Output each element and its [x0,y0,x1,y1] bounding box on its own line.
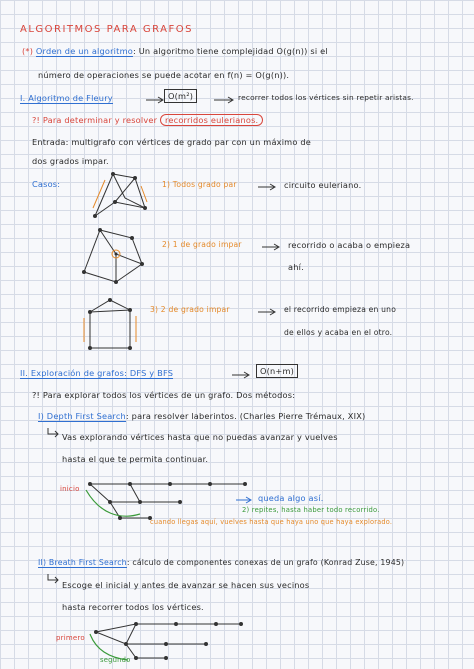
case3-graph [84,296,144,354]
case3-result-2: de ellos y acaba en el otro. [284,328,393,337]
bfs-line-2: hasta recorrer todos los vértices. [62,602,204,612]
arrow-icon [214,97,236,103]
cases-label: Casos: [32,179,61,189]
case2-result-1: recorrido o acaba o empieza [288,240,411,250]
dfs-line-2: hasta el que te permita continuar. [62,454,209,464]
case2-label: 2) 1 de grado impar [162,240,242,249]
fleury-note: recorrer todos los vértices sin repetir aristas. [238,93,414,102]
exploracion-complexity-box: O(n+m) [256,364,298,378]
arrow-icon [262,244,282,250]
fleury-purpose [32,115,263,125]
arrow-icon [236,497,254,503]
case2-result-2: ahí. [288,262,304,272]
arrow-icon [46,428,60,438]
dfs-line [38,411,365,421]
bfs-line-1: Escoge el inicial y antes de avanzar se hacen sus vecinos [62,580,310,590]
dfs-bottom-note: cuando llegas aquí, vuelves hasta que haya uno que haya explorado. [150,518,393,526]
dfs-heading: I) Depth First Search [38,411,126,421]
orden-text-1: : Un algoritmo tiene complejidad O(g(n)) si el [132,46,328,56]
dfs-repites: 2) repites, hasta haber todo recorrido. [242,506,380,514]
orden-line-1 [22,46,328,56]
arrow-icon [46,574,60,584]
dfs-inicio-label: inicio [60,485,80,493]
orden-label: Orden de un algoritmo [35,46,133,56]
case1-label: 1) Todos grado par [162,180,237,189]
arrow-icon [146,97,166,103]
case1-result: circuito euleriano. [284,180,362,190]
fleury-heading: I. Algoritmo de Fleury [20,93,113,103]
fleury-purpose-highlight: recorridos eulerianos. [160,114,263,126]
fleury-complexity-box: O(m²) [164,89,197,103]
bfs-segundo-label: segundo [100,656,131,664]
dfs-desc: : para resolver laberintos. (Charles Pierre Trémaux, XIX) [125,411,366,421]
exploracion-heading: II. Exploración de grafos: DFS y BFS [20,368,174,378]
bfs-primero-label: primero [56,634,85,642]
fleury-input-1: Entrada: multigrafo con vértices de grado par con un máximo de [32,137,312,147]
case3-label: 3) 2 de grado impar [150,305,230,314]
case2-graph [80,224,150,288]
bfs-line [38,558,404,567]
arrow-icon [258,184,278,190]
bfs-desc: : cálculo de componentes conexas de un grafo (Konrad Zuse, 1945) [126,558,405,567]
fleury-input-2: dos grados impar. [32,156,109,166]
exploracion-purpose: ?! Para explorar todos los vértices de un grafo. Dos métodos: [32,390,296,400]
dfs-line-1: Vas explorando vértices hasta que no puedas avanzar y vuelves [62,432,338,442]
case1-graph [85,168,155,224]
dfs-queda: queda algo así. [258,493,324,503]
arrow-icon [232,372,252,378]
case3-result-1: el recorrido empieza en uno [284,305,397,314]
bfs-heading: II) Breath First Search [38,558,127,567]
arrow-icon [258,309,278,315]
orden-bullet: (*) [22,46,34,56]
orden-line-2: número de operaciones se puede acotar en f(n) = O(g(n)). [38,70,290,80]
fleury-purpose-prefix: ?! Para determinar y resolver [32,115,158,125]
page-title: ALGORITMOS PARA GRAFOS [20,24,193,35]
